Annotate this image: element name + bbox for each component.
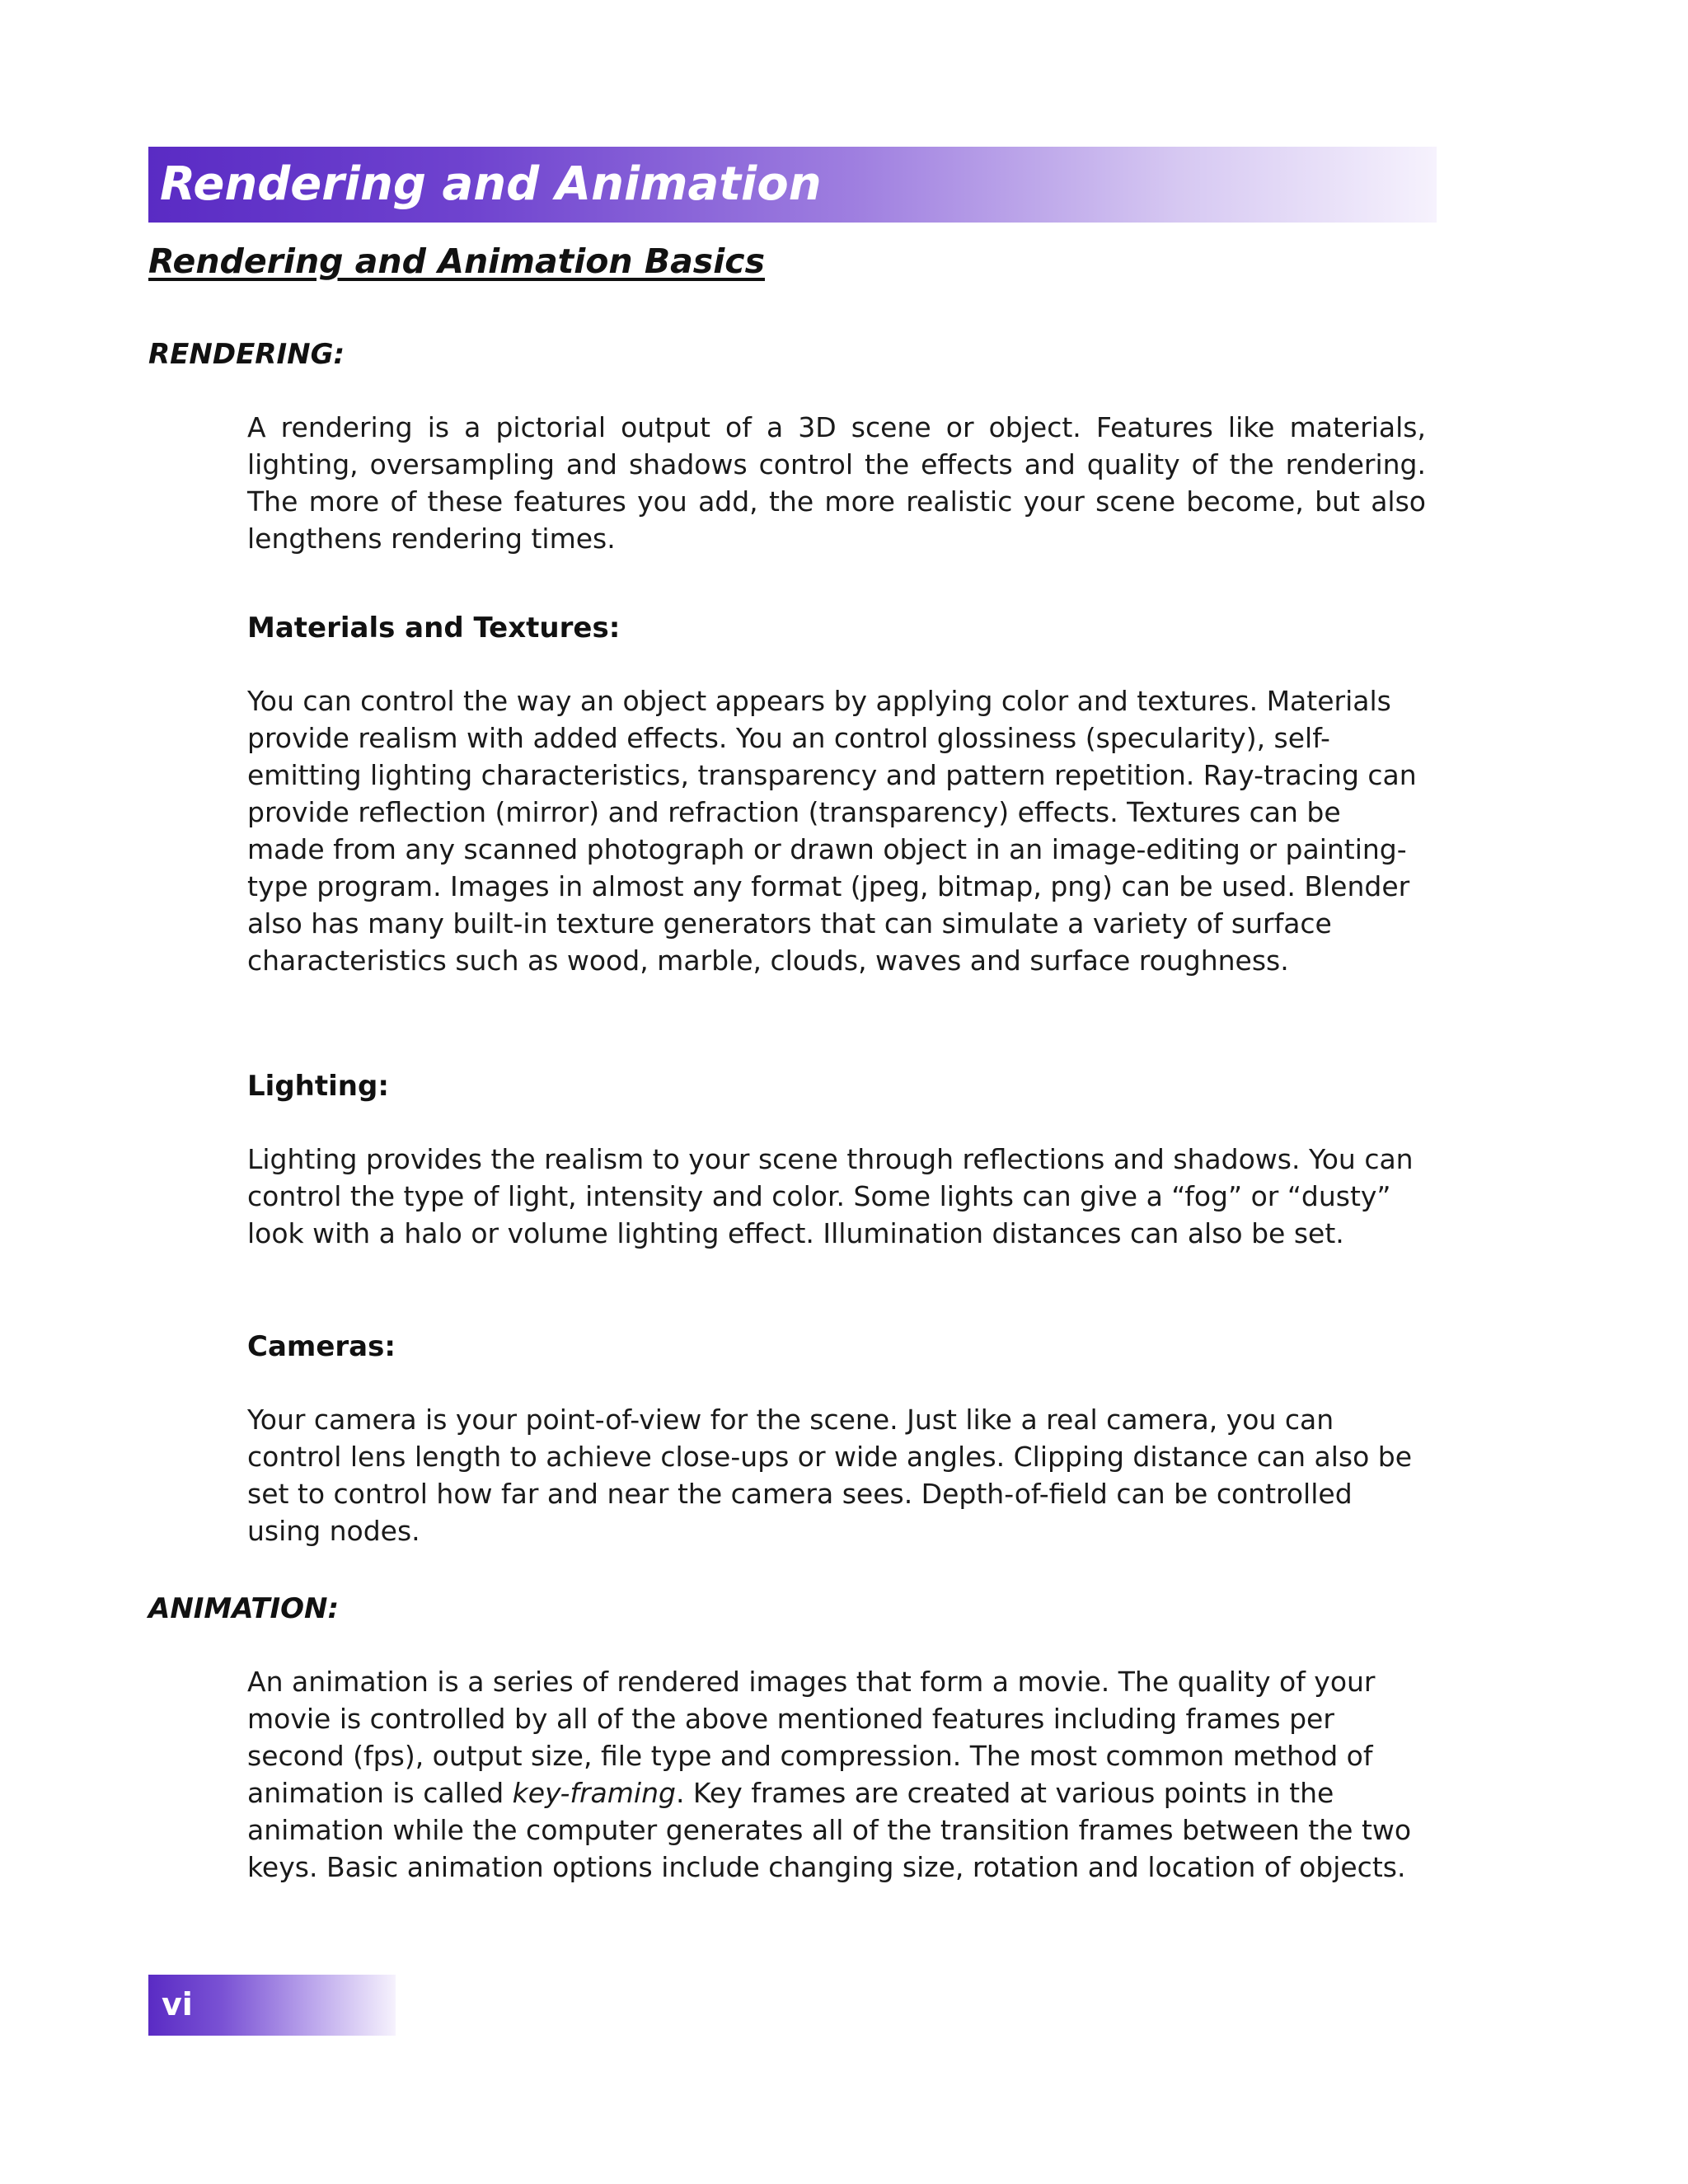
key-framing-term: key-framing <box>512 1777 676 1809</box>
page-number-badge <box>148 1975 396 2036</box>
section-title: Rendering and Animation Basics <box>148 241 765 281</box>
page-number: vi <box>162 1986 193 2022</box>
animation-text-start: An animation is a series of rendered images that form a movie. The quality of your movie is controlled by all of the above mentioned features including frames per second (fps), output size, file type and compression. The most common method of animation is called <box>247 1666 1376 1809</box>
animation-heading: ANIMATION: <box>148 1592 340 1625</box>
rendering-heading: RENDERING: <box>148 338 345 371</box>
materials-heading: Materials and Textures: <box>247 612 621 644</box>
materials-paragraph: You can control the way an object appears by applying color and textures. Materials provide realism with added effects. You an control glossiness (specularity), self-emitting lighting characteristics, transparency and pattern repetition. Ray-tracing can provide reflection (mirror) and refraction (transparency) effects. Textures can be made from any scanned photograph or drawn object in an image-editing or painting-type program. Images in almost any format (jpeg, bitmap, png) can be used. Blender also has many built-in texture generators that can simulate a variety of surface characteristics such as wood, marble, clouds, waves and surface roughness. <box>247 685 1417 977</box>
lighting-paragraph: Lighting provides the realism to your scene through reflections and shadows. You can control the type of light, intensity and color. Some lights can give a “fog” or “dusty” look with a halo or volume lighting effect. Illumination distances can also be set. <box>247 1143 1414 1249</box>
animation-text-end: . Key frames are created at various points in the animation while the computer generates all of the transition frames between the two keys. Basic animation options include changing size, rotation and location of objects. <box>247 1777 1412 1883</box>
lighting-heading: Lighting: <box>247 1070 389 1103</box>
chapter-title: Rendering and Animation <box>160 157 822 211</box>
animation-paragraph <box>247 1663 1426 1886</box>
cameras-paragraph: Your camera is your point-of-view for the scene. Just like a real camera, you can control lens length to achieve close-ups or wide angles. Clipping distance can also be set to control how far and near the camera sees. Depth-of-field can be controlled using nodes. <box>247 1404 1413 1547</box>
rendering-intro-paragraph: A rendering is a pictorial output of a 3D scene or object. Features like materials, lighting, oversampling and shadows control the effects and quality of the rendering. The more of these features you add, the more realistic your scene become, but also lengthens rendering times. <box>247 411 1426 555</box>
chapter-banner <box>148 147 1437 223</box>
cameras-heading: Cameras: <box>247 1330 396 1363</box>
